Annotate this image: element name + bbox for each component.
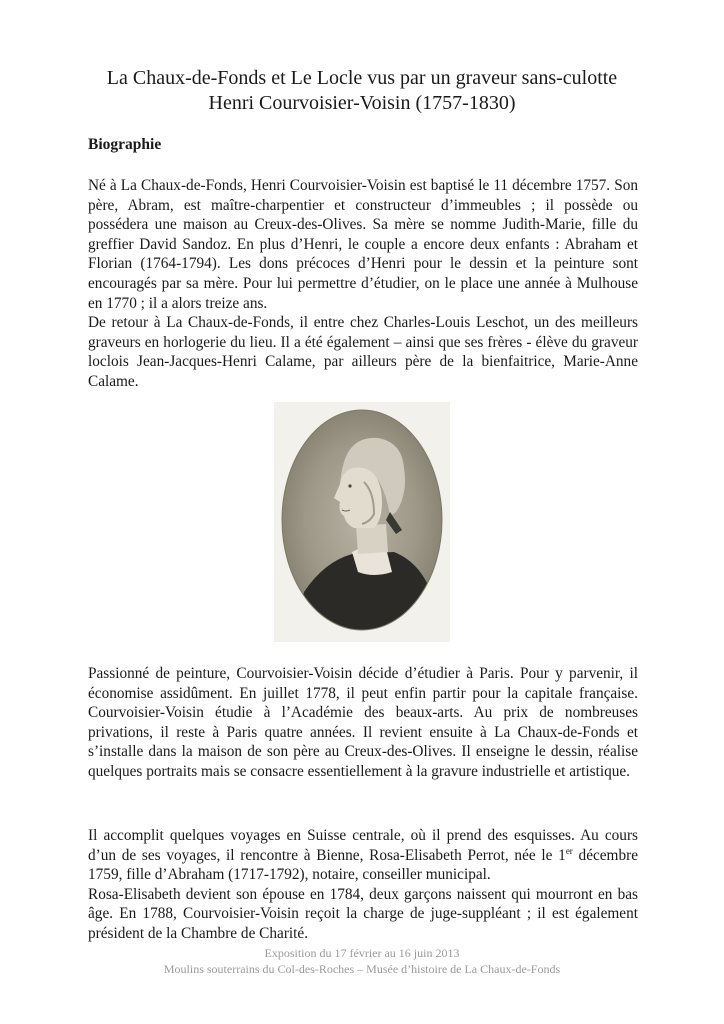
paragraph-4 [88, 826, 638, 885]
paragraph-4-part-1: Il accomplit quelques voyages en Suisse centrale, où il prend des esquisses. Au cours d’un de ses voyages, il rencontre à Bienne, Rosa-Elisabeth Perrot, née le 1 [88, 827, 638, 864]
document-title [70, 66, 654, 116]
page-footer [60, 945, 664, 977]
title-line-1: La Chaux-de-Fonds et Le Locle vus par un graveur sans-culotte [106, 67, 618, 89]
portrait-engraving [274, 402, 450, 642]
intro-block [88, 176, 638, 392]
section-heading: Biographie [88, 136, 162, 153]
paragraph-2: De retour à La Chaux-de-Fonds, il entre chez Charles-Louis Leschot, un des meilleurs graveurs en horlogerie du lieu. Il a été également – ainsi que ses frères - élève du graveur loclois Jean-Jacques-Henri Calame, par ailleurs père de la bienfaitrice, Marie-Anne Calame. [88, 314, 638, 390]
footer-line-1: Exposition du 17 février au 16 juin 2013 [264, 946, 460, 960]
ordinal-superscript: er [565, 845, 573, 856]
paragraph-3: Passionné de peinture, Courvoisier-Voisin décide d’étudier à Paris. Pour y parvenir, il économise assidûment. En juillet 1778, il peut enfin partir pour la capitale française. Courvoisier-Voisin étudie à l’Académie des beaux-arts. Au prix de nombreuses privations, il reste à Paris quatre années. Il revient ensuite à La Chaux-de-Fonds et s’installe dans la maison de son père au Creux-des-Olives. Il enseigne le dessin, réalise quelques portraits mais se consacre essentiellement à la gravure industrielle et artistique. [88, 665, 638, 780]
title-line-2: Henri Courvoisier-Voisin (1757-1830) [208, 92, 516, 114]
paragraph-4-part-2: décembre 1759, fille d’Abraham (1717-1792), notaire, conseiller municipal. [88, 846, 638, 884]
paris-block [88, 664, 638, 782]
paragraph-5: Rosa-Elisabeth devient son épouse en 1784, deux garçons naissent qui mourront en bas âge. En 1788, Courvoisier-Voisin reçoit la charge de juge-suppléant ; il est également président de la Chambre de Charité. [88, 885, 638, 942]
paragraph-1: Né à La Chaux-de-Fonds, Henri Courvoisier-Voisin est baptisé le 11 décembre 1757. Son père, Abram, est maître-charpentier et constructeur d’immeubles ; il possède ou possédera une maison au Creux-des-Olives. Sa mère se nomme Judith-Marie, fille du greffier David Sandoz. En plus d’Henri, le couple a encore deux enfants : Abraham et Florian (1764-1794). Les dons précoces d’Henri pour le dessin et la peinture sont encouragés par sa mère. Pour lui permettre d’étudier, on le place une année à Mulhouse en 1770 ; il a alors treize ans. [88, 177, 638, 312]
footer-line-2: Moulins souterrains du Col-des-Roches – Musée d’histoire de La Chaux-de-Fonds [163, 962, 561, 976]
marriage-block [88, 826, 638, 944]
